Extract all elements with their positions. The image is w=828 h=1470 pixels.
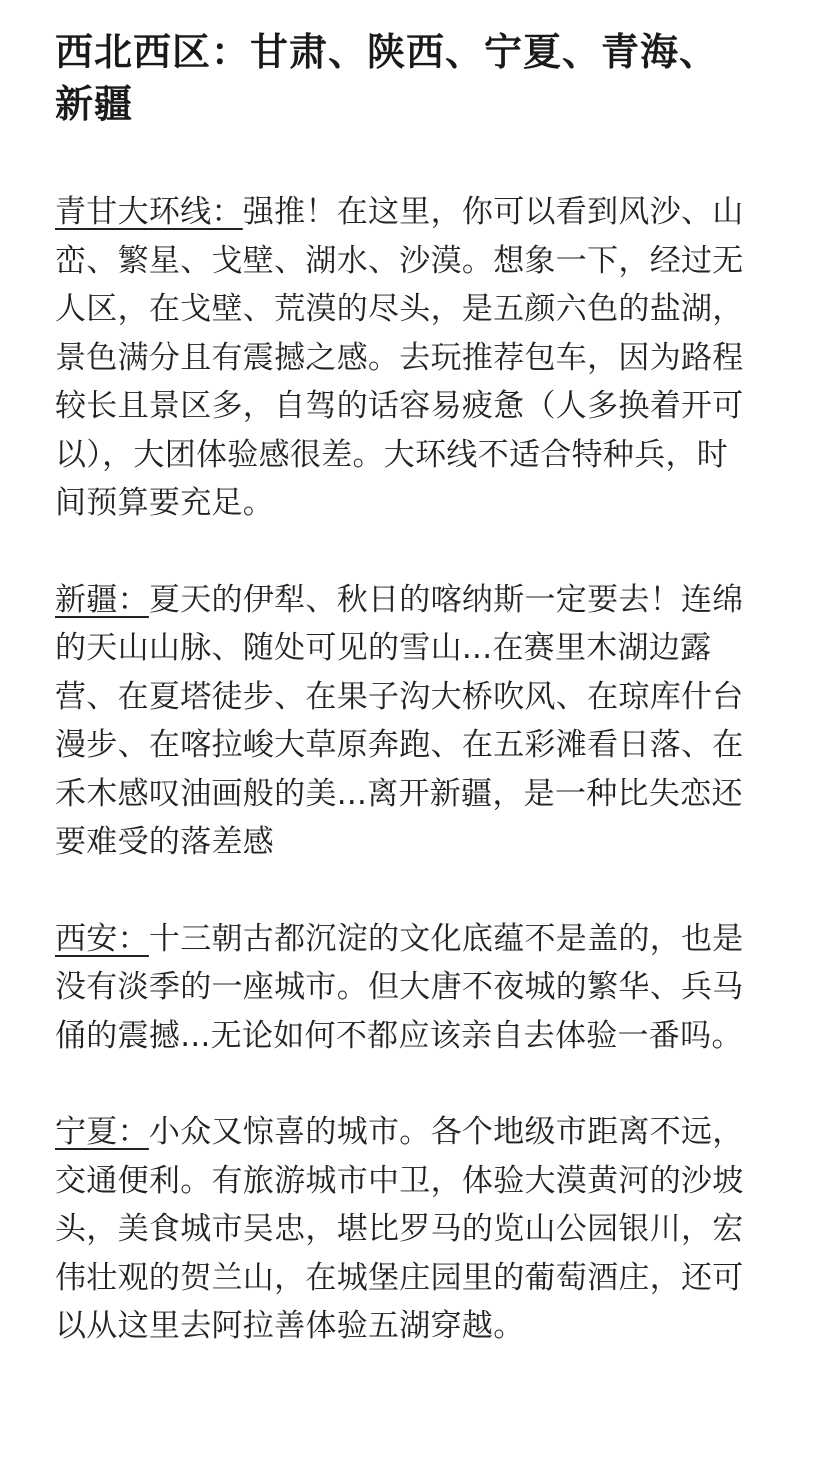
section-text-qinggan: 强推！在这里，你可以看到风沙、山峦、繁星、戈壁、湖水、沙漠。想象一下，经过无人区，在戈壁、荒漠的尽头，是五颜六色的盐湖，景色满分且有震撼之感。去玩推荐包车，因为路程较长且景区多，自驾的话容易疲惫（人多换着开可以），大团体验感很差。大环线不适合特种兵，时间预算要充足。	[55, 194, 744, 521]
section-label-xian: 西安：	[55, 920, 149, 957]
article	[55, 26, 755, 1351]
section-ningxia	[55, 1108, 755, 1351]
section-label-ningxia: 宁夏：	[55, 1114, 149, 1150]
section-text-xinjiang: 夏天的伊犁、秋日的喀纳斯一定要去！连绵的天山山脉、随处可见的雪山...在赛里木湖边露营、在夏塔徒步、在果子沟大桥吹风、在琼库什台漫步、在喀拉峻大草原奔跑、在五彩滩看日落、在禾木感叹油画般的美...离开新疆，是一种比失恋还要难受的落差感	[55, 581, 744, 860]
section-xinjiang	[55, 576, 755, 867]
section-label-qinggan: 青甘大环线：	[55, 194, 243, 230]
article-title: 西北西区：甘肃、陕西、宁夏、青海、新疆	[55, 30, 719, 126]
section-qinggan-loop	[55, 188, 755, 528]
section-xian	[55, 915, 755, 1061]
section-label-xinjiang: 新疆：	[55, 581, 149, 618]
section-text-ningxia: 小众又惊喜的城市。各个地级市距离不远，交通便利。有旅游城市中卫，体验大漠黄河的沙坡头，美食城市吴忠，堪比罗马的览山公园银川，宏伟壮观的贺兰山，在城堡庄园里的葡萄酒庄，还可以从这里去阿拉善体验五湖穿越。	[55, 1114, 744, 1344]
section-text-xian: 十三朝古都沉淀的文化底蕴不是盖的，也是没有淡季的一座城市。但大唐不夜城的繁华、兵马俑的震撼...无论如何不都应该亲自去体验一番吗。	[55, 920, 744, 1054]
